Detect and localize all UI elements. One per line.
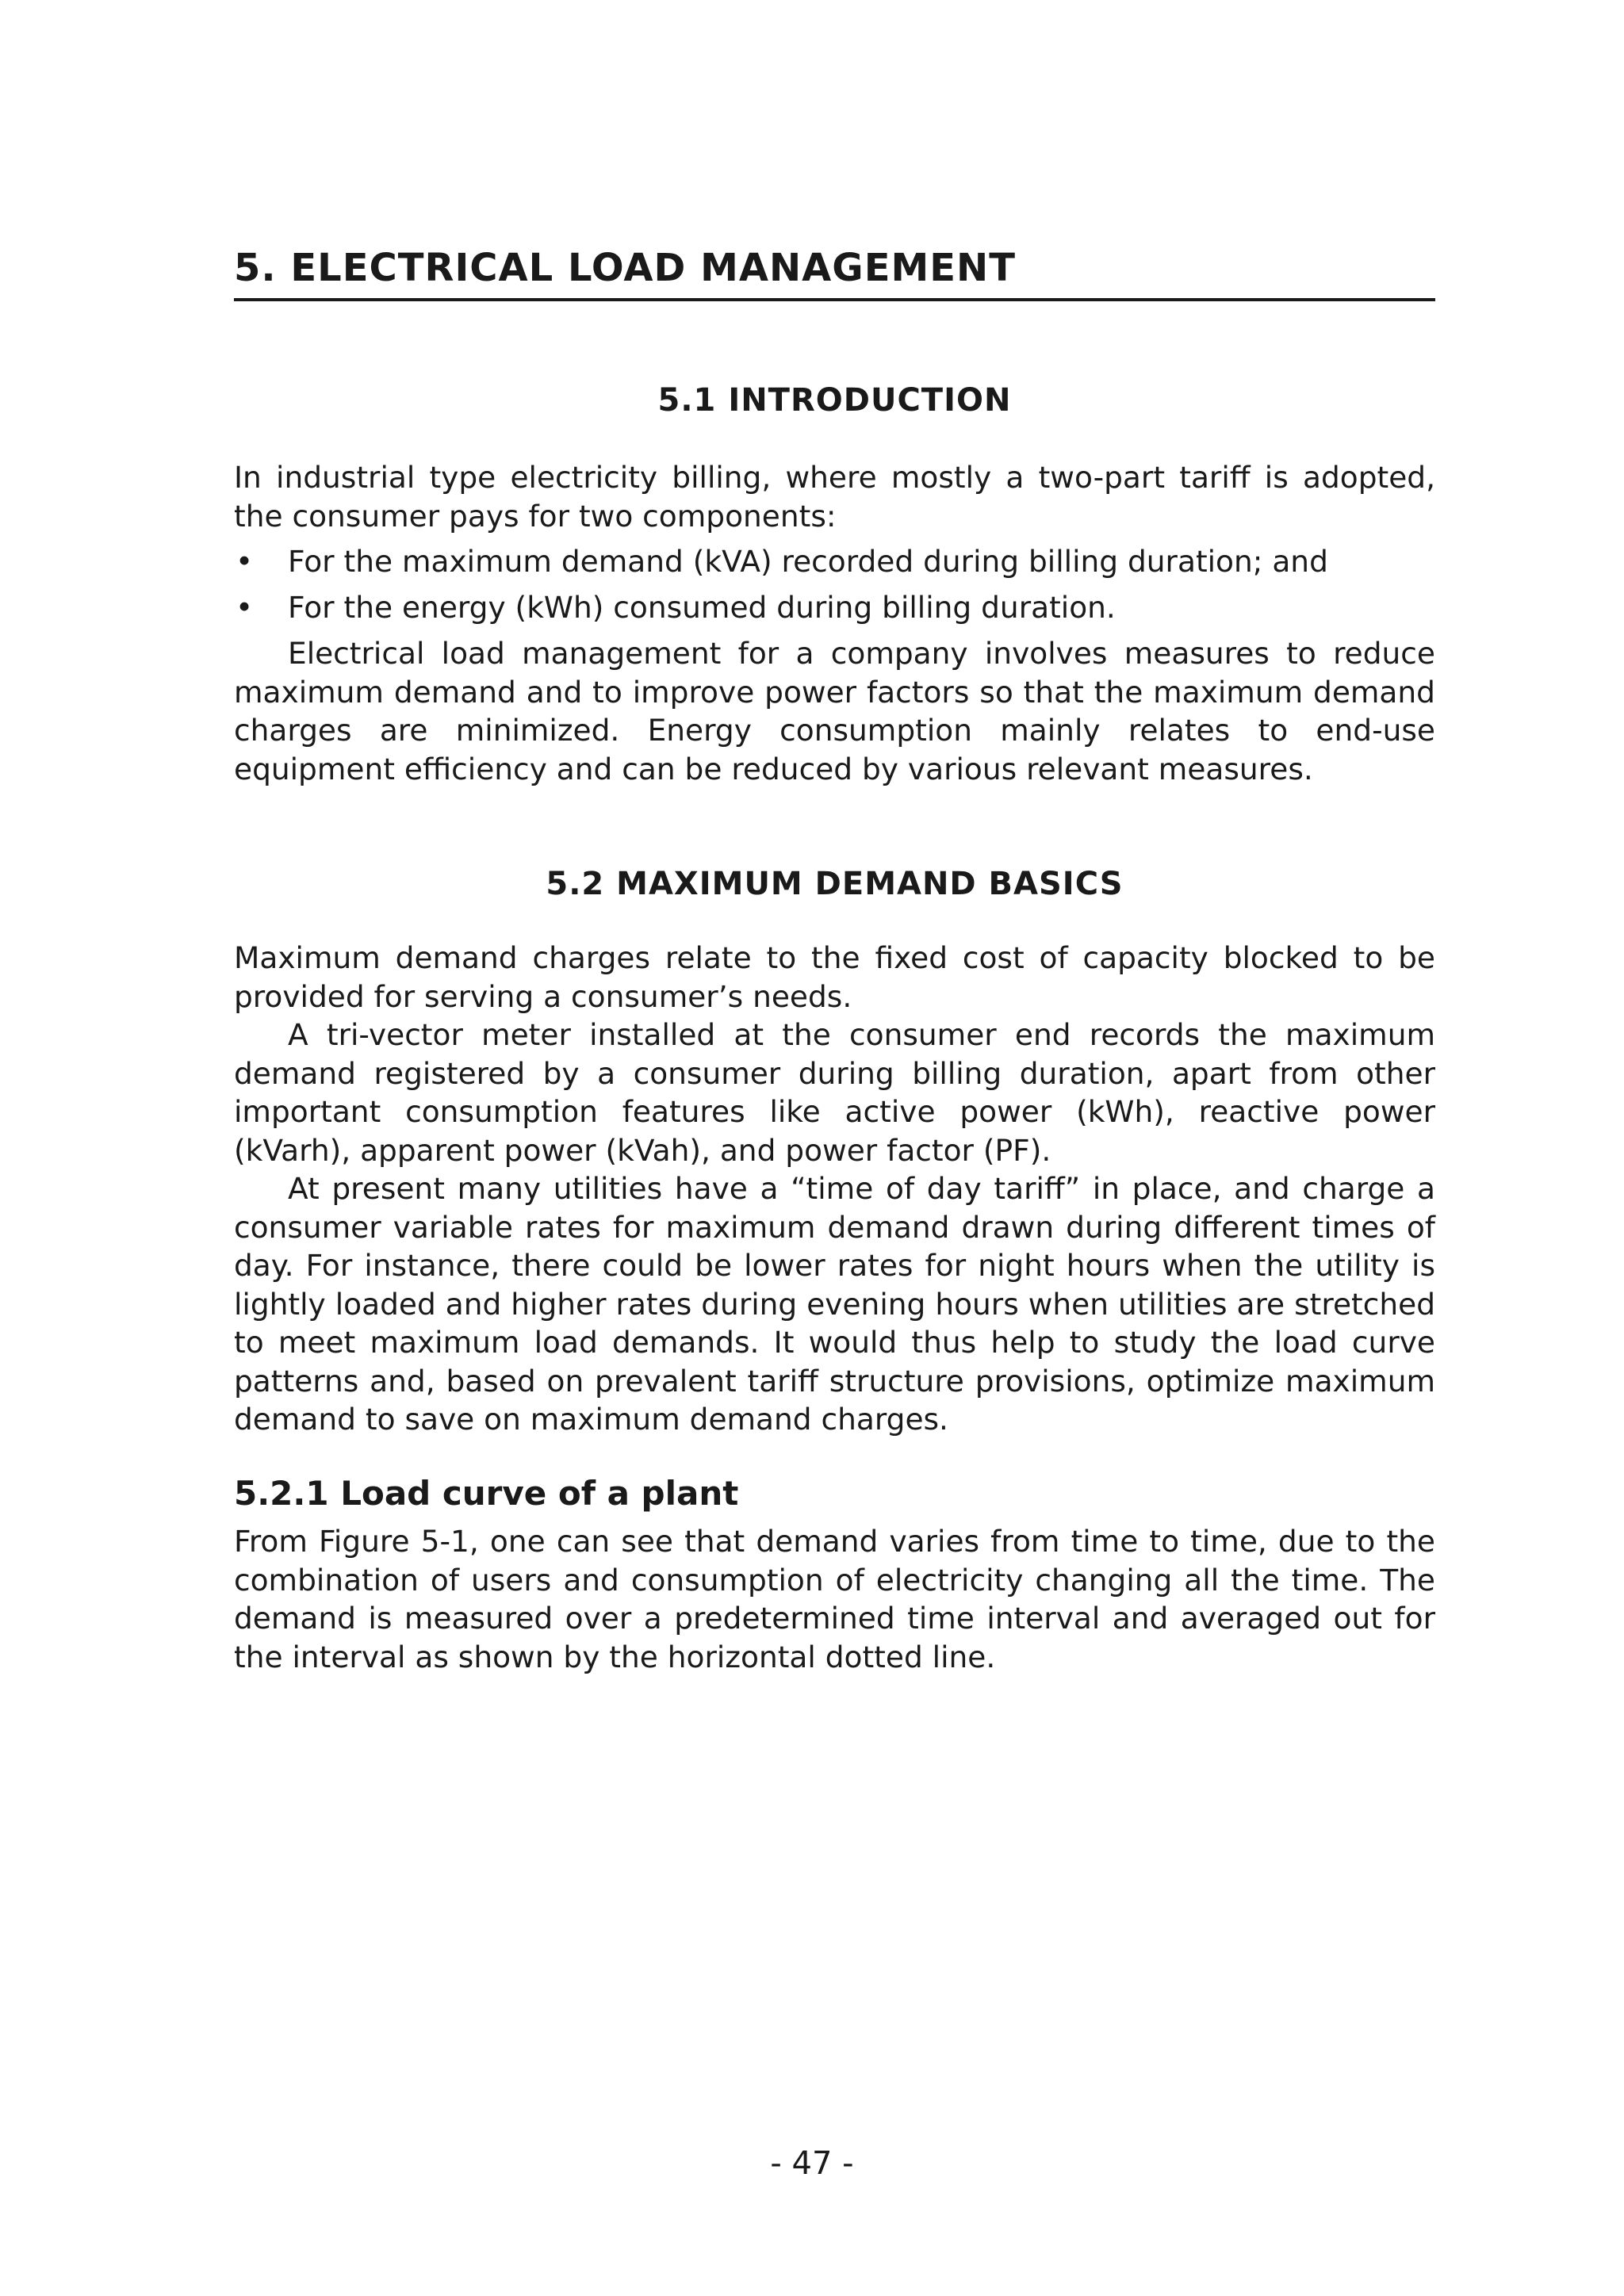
intro-paragraph: In industrial type electricity billing, where mostly a two-part tariff is adopted, the consumer pays for two components: [234,460,1435,534]
billing-components-list [234,542,1435,633]
section-title-maximum-demand: 5.2 MAXIMUM DEMAND BASICS [546,866,1124,902]
list-item [234,588,1435,627]
max-demand-paragraph-2: A tri-vector meter installed at the consumer end records the maximum demand registered by a consumer during billing duration, apart from other important consumption features like active power (kWh), reactive power (kVarh), apparent power (kVah), and power factor (PF). [234,1017,1435,1168]
subsection-title-load-curve: 5.2.1 Load curve of a plant [234,1474,739,1513]
max-demand-paragraph-1: Maximum demand charges relate to the fixed cost of capacity blocked to be provided for serving a consumer’s needs. [234,940,1435,1014]
list-item [234,542,1435,581]
bullet-icon: • [236,589,254,625]
chapter-title: 5. ELECTRICAL LOAD MANAGEMENT [234,244,1435,301]
bullet-icon: • [236,544,254,579]
max-demand-paragraph-3: At present many utilities have a “time of day tariff” in place, and charge a consumer variable rates for maximum demand drawn during different times of day. For instance, there could be lower rates for night hours when the utility is lightly loaded and higher rates during evening hours when utilities are stretched to meet maximum load demands. It would thus help to study the load curve patterns and, based on prevalent tariff structure provisions, optimize maximum demand to save on maximum demand charges. [234,1171,1435,1437]
load-curve-paragraph: From Figure 5-1, one can see that demand varies from time to time, due to the combination of users and consumption of electricity changing all the time. The demand is measured over a predetermined time interval and averaged out for the interval as shown by the horizontal dotted line. [234,1524,1435,1674]
list-item-text: For the energy (kWh) consumed during billing duration. [288,589,1116,625]
load-management-paragraph: Electrical load management for a company involves measures to reduce maximum demand and to improve power factors so that the maximum demand charges are minimized. Energy consumption mainly relates to end-use equipment efficiency and can be reduced by various relevant measures. [234,636,1435,786]
page-number: - 47 - [770,2145,854,2182]
list-item-text: For the maximum demand (kVA) recorded during billing duration; and [288,544,1328,579]
section-title-introduction: 5.1 INTRODUCTION [657,382,1012,419]
